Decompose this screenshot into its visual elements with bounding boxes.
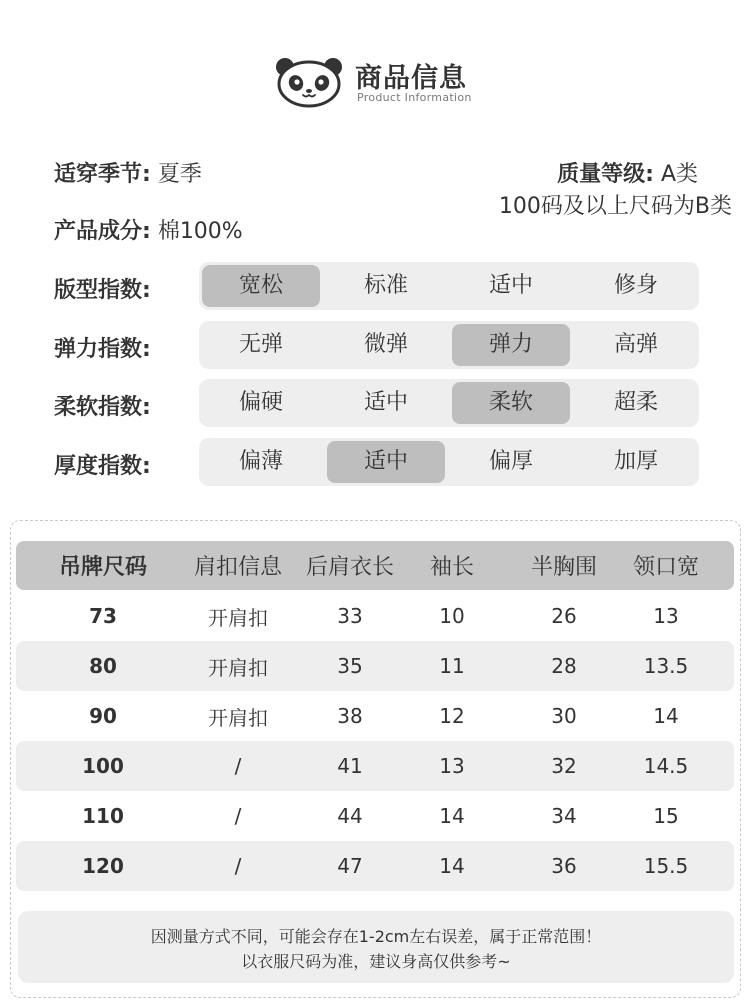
table-cell: 100 xyxy=(82,754,124,778)
table-cell: 开肩扣 xyxy=(208,605,268,630)
index-label: 弹力指数: xyxy=(54,337,151,362)
table-cell: 90 xyxy=(89,704,117,728)
material-info xyxy=(54,214,243,245)
column-header: 肩扣信息 xyxy=(193,555,282,580)
table-cell: 35 xyxy=(337,654,363,678)
quality-label: 质量等级: xyxy=(557,162,654,187)
table-cell: 14 xyxy=(439,854,465,878)
table-cell: 14.5 xyxy=(643,754,689,778)
index-option: 偏薄 xyxy=(238,449,283,474)
table-cell: 10 xyxy=(439,604,465,628)
table-cell: 47 xyxy=(337,854,363,878)
table-row xyxy=(16,591,734,641)
thickness-index-row xyxy=(0,438,750,486)
table-row xyxy=(16,741,734,791)
table-cell: / xyxy=(234,854,242,878)
index-option: 加厚 xyxy=(613,449,658,474)
index-scale xyxy=(199,438,699,486)
index-option: 微弹 xyxy=(363,332,408,357)
index-label: 柔软指数: xyxy=(54,395,151,420)
table-cell: 30 xyxy=(551,704,577,728)
table-cell: 14 xyxy=(439,804,465,828)
table-cell: 34 xyxy=(551,804,577,828)
index-scale xyxy=(199,379,699,427)
column-header: 后肩衣长 xyxy=(305,555,394,580)
quality-value: A类 xyxy=(660,162,698,187)
table-cell: 80 xyxy=(89,654,117,678)
index-option: 偏硬 xyxy=(238,390,283,415)
index-option: 高弹 xyxy=(613,332,658,357)
table-row xyxy=(16,841,734,891)
index-option-selected: 弹力 xyxy=(452,324,570,366)
section-header xyxy=(0,50,750,110)
index-option: 修身 xyxy=(613,273,658,298)
index-option: 偏厚 xyxy=(488,449,533,474)
table-cell: 开肩扣 xyxy=(208,655,268,680)
table-cell: / xyxy=(234,804,242,828)
table-cell: 11 xyxy=(439,654,465,678)
index-scale xyxy=(199,262,699,310)
fit-index-row xyxy=(0,262,750,310)
table-cell: 13 xyxy=(653,604,679,628)
column-header: 吊牌尺码 xyxy=(58,555,147,580)
table-cell: 32 xyxy=(551,754,577,778)
quality-info xyxy=(557,157,698,188)
index-option-selected: 宽松 xyxy=(202,265,320,307)
table-cell: 33 xyxy=(337,604,363,628)
table-row xyxy=(16,791,734,841)
table-cell: 38 xyxy=(337,704,363,728)
quality-note: 100码及以上尺码为B类 xyxy=(498,194,732,219)
softness-index-row xyxy=(0,379,750,427)
size-table-header xyxy=(16,541,734,590)
table-cell: 12 xyxy=(439,704,465,728)
section-subtitle: Product Information xyxy=(357,91,472,104)
index-option: 适中 xyxy=(363,390,408,415)
table-cell: 44 xyxy=(337,804,363,828)
material-label: 产品成分: xyxy=(54,219,151,244)
section-title: 商品信息 xyxy=(355,63,467,94)
index-option: 超柔 xyxy=(613,390,658,415)
material-value: 棉100% xyxy=(157,219,243,244)
elasticity-index-row xyxy=(0,321,750,369)
table-cell: 26 xyxy=(551,604,577,628)
table-cell: 13.5 xyxy=(643,654,689,678)
measurement-note xyxy=(18,911,734,983)
column-header: 袖长 xyxy=(429,555,474,580)
table-row xyxy=(16,641,734,691)
index-label: 版型指数: xyxy=(54,278,151,303)
index-option: 无弹 xyxy=(238,332,283,357)
note-line: 因测量方式不同，可能会存在1-2cm左右误差，属于正常范围！ xyxy=(150,927,602,946)
season-info xyxy=(54,157,202,188)
table-cell: 13 xyxy=(439,754,465,778)
table-cell: 28 xyxy=(551,654,577,678)
column-header: 半胸围 xyxy=(530,555,597,580)
table-cell: 14 xyxy=(653,704,679,728)
table-cell: 41 xyxy=(337,754,363,778)
table-cell: / xyxy=(234,754,242,778)
index-option: 标准 xyxy=(363,273,408,298)
index-option: 适中 xyxy=(488,273,533,298)
index-scale xyxy=(199,321,699,369)
table-cell: 110 xyxy=(82,804,124,828)
column-header: 领口宽 xyxy=(632,555,699,580)
index-option-selected: 适中 xyxy=(327,441,445,483)
season-value: 夏季 xyxy=(157,162,202,187)
index-label: 厚度指数: xyxy=(54,454,151,479)
table-cell: 73 xyxy=(89,604,117,628)
table-cell: 15.5 xyxy=(643,854,689,878)
panda-logo-icon xyxy=(274,54,344,108)
index-option-selected: 柔软 xyxy=(452,382,570,424)
table-row xyxy=(16,691,734,741)
season-label: 适穿季节: xyxy=(54,162,151,187)
table-cell: 开肩扣 xyxy=(208,705,268,730)
table-cell: 36 xyxy=(551,854,577,878)
table-cell: 120 xyxy=(82,854,124,878)
table-cell: 15 xyxy=(653,804,679,828)
note-line: 以衣服尺码为准，建议身高仅供参考~ xyxy=(241,952,511,971)
